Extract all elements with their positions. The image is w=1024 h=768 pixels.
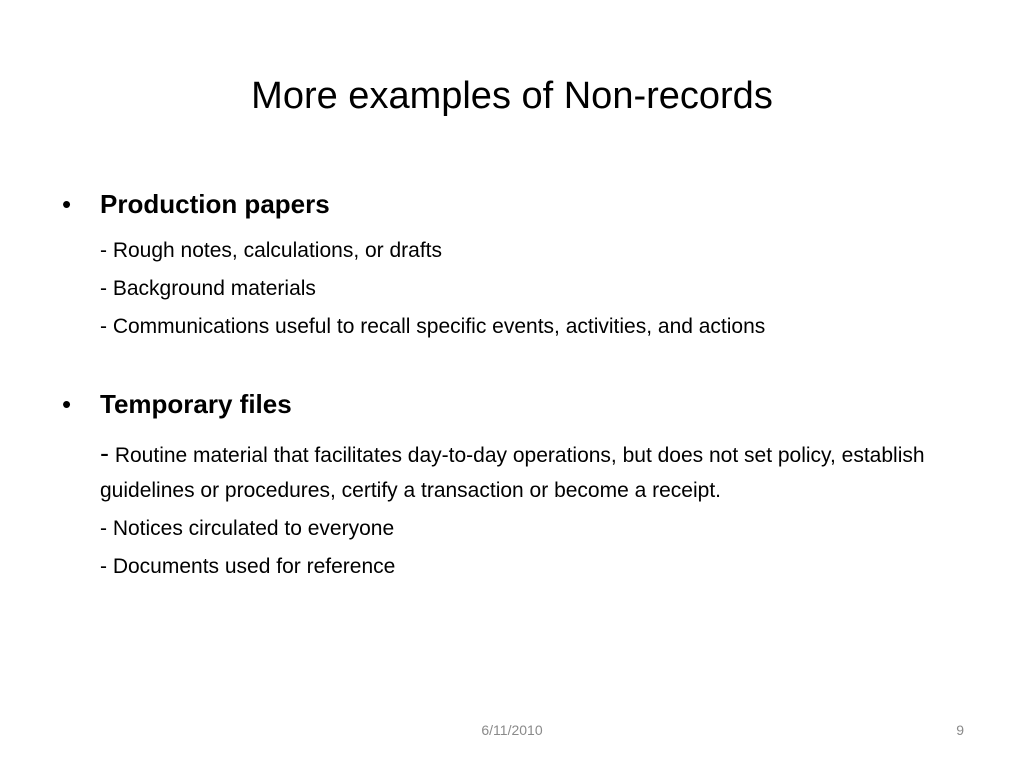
bullet-icon: •: [62, 189, 72, 219]
list-item-text: Routine material that facilitates day-to-day operations, but does not set policy, establish guidelines or procedures, certify a transaction or become a receipt.: [100, 444, 925, 502]
list-item: - Rough notes, calculations, or drafts: [100, 239, 443, 262]
section-heading: Production papers: [100, 189, 330, 219]
slide-title: More examples of Non-records: [251, 75, 773, 117]
bullet-row: [60, 382, 960, 430]
slide-body: [60, 182, 960, 588]
bullet-row: [60, 182, 960, 230]
slide-number: 9: [956, 722, 964, 738]
list-item: [60, 436, 960, 508]
list-item: - Communications useful to recall specific events, activities, and actions: [100, 315, 766, 338]
list-item: - Documents used for reference: [100, 555, 396, 578]
list-item: - Background materials: [100, 277, 316, 300]
section-temporary-files: [60, 382, 960, 584]
section-heading: Temporary files: [100, 389, 292, 419]
footer-date: 6/11/2010: [481, 722, 543, 738]
bullet-icon: •: [62, 389, 72, 419]
list-item: - Notices circulated to everyone: [100, 517, 395, 540]
section-production-papers: [60, 182, 960, 344]
list-item-dash: -: [100, 438, 109, 468]
